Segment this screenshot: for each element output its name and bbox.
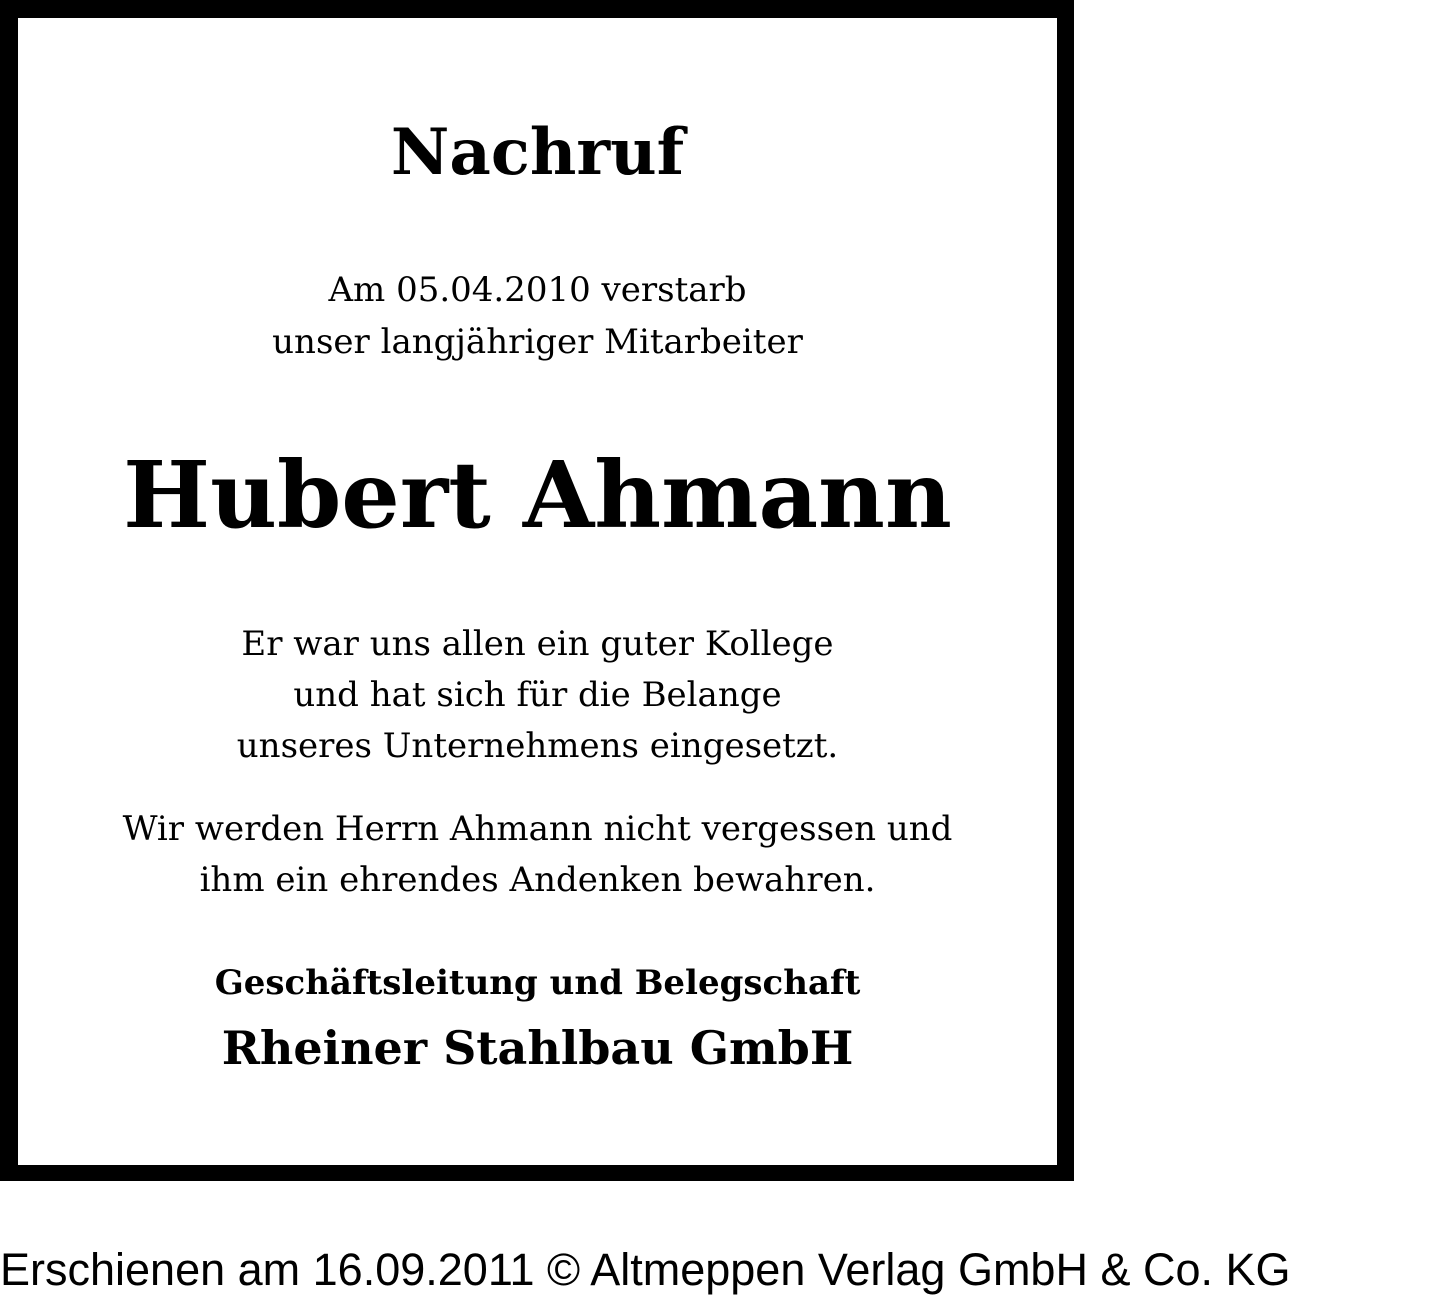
publication-footer: Erschienen am 16.09.2011 © Altmeppen Verlag GmbH & Co. KG bbox=[0, 1244, 1291, 1295]
obituary-notice-content bbox=[18, 18, 1057, 1165]
signature-department: Geschäftsleitung und Belegschaft bbox=[214, 963, 861, 1003]
tribute-line-3: unseres Unternehmens eingesetzt. bbox=[236, 726, 839, 766]
remembrance-line-2: ihm ein ehrendes Andenken bewahren. bbox=[199, 860, 876, 900]
intro-line-1: Am 05.04.2010 verstarb bbox=[328, 270, 747, 310]
tribute-line-2: und hat sich für die Belange bbox=[293, 675, 782, 715]
tribute-line-1: Er war uns allen ein guter Kollege bbox=[241, 624, 834, 664]
intro-line-2: unser langjähriger Mitarbeiter bbox=[272, 322, 803, 362]
deceased-name: Hubert Ahmann bbox=[123, 441, 952, 549]
signature-company: Rheiner Stahlbau GmbH bbox=[221, 1021, 854, 1075]
notice-title: Nachruf bbox=[390, 115, 685, 190]
remembrance-line-1: Wir werden Herrn Ahmann nicht vergessen und bbox=[122, 809, 953, 849]
